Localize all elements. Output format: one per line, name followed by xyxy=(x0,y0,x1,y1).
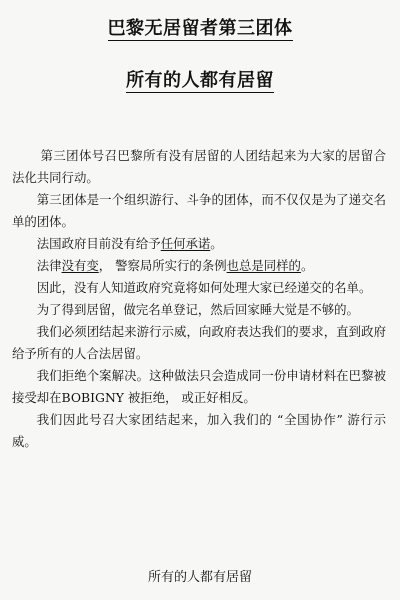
paragraph-4-underlined-1: 没有变 xyxy=(61,258,99,273)
paragraph-8: 我们拒绝个案解决。这种做法只会造成同一份申请材料在巴黎被接受却在BOBIGNY 被拒绝， 或正好相反。 xyxy=(12,368,386,405)
paragraph-5: 因此，没有人知道政府究竟将如何处理大家已经递交的名单。 xyxy=(36,280,372,295)
paragraph-3-text-b: 。 xyxy=(210,236,223,251)
document-footer: 所有的人都有居留 xyxy=(147,570,252,585)
document-title-text: 巴黎无居留者第三团体 xyxy=(107,18,293,39)
paragraph-9: 我们因此号召大家团结起来，加入我们的 “全国协作” 游行示威。 xyxy=(12,412,386,449)
paragraph-3 xyxy=(12,233,386,255)
paragraph-3-underlined: 任何承诺 xyxy=(160,236,211,251)
document-subtitle-text: 所有的人都有居留 xyxy=(126,70,274,91)
paragraph-7: 我们必须团结起来游行示威，向政府表达我们的要求，直到政府给予所有的人合法居留。 xyxy=(12,324,386,361)
paragraph-4-underlined-2: 也总是同样的 xyxy=(226,258,301,273)
paragraph-2: 第三团体是一个组织游行、斗争的团体，而不仅仅是为了递交名单的团体。 xyxy=(12,192,386,229)
paragraph-4-text-b: ， 警察局所实行的条例 xyxy=(98,258,227,273)
paragraph-6: 为了得到居留，做完名单登记，然后回家睡大觉是不够的。 xyxy=(36,302,359,317)
document-title xyxy=(0,14,400,40)
document-body xyxy=(12,145,386,453)
document-subtitle xyxy=(0,66,400,92)
paragraph-1: 第三团体号召巴黎所有没有居留的人团结起来为大家的居留合法化共同行动。 xyxy=(12,148,386,185)
paragraph-4 xyxy=(12,255,386,277)
paragraph-4-text-a: 法律 xyxy=(36,258,62,273)
paragraph-3-text-a: 法国政府目前没有给予 xyxy=(36,236,161,251)
paragraph-4-text-c: 。 xyxy=(300,258,314,273)
